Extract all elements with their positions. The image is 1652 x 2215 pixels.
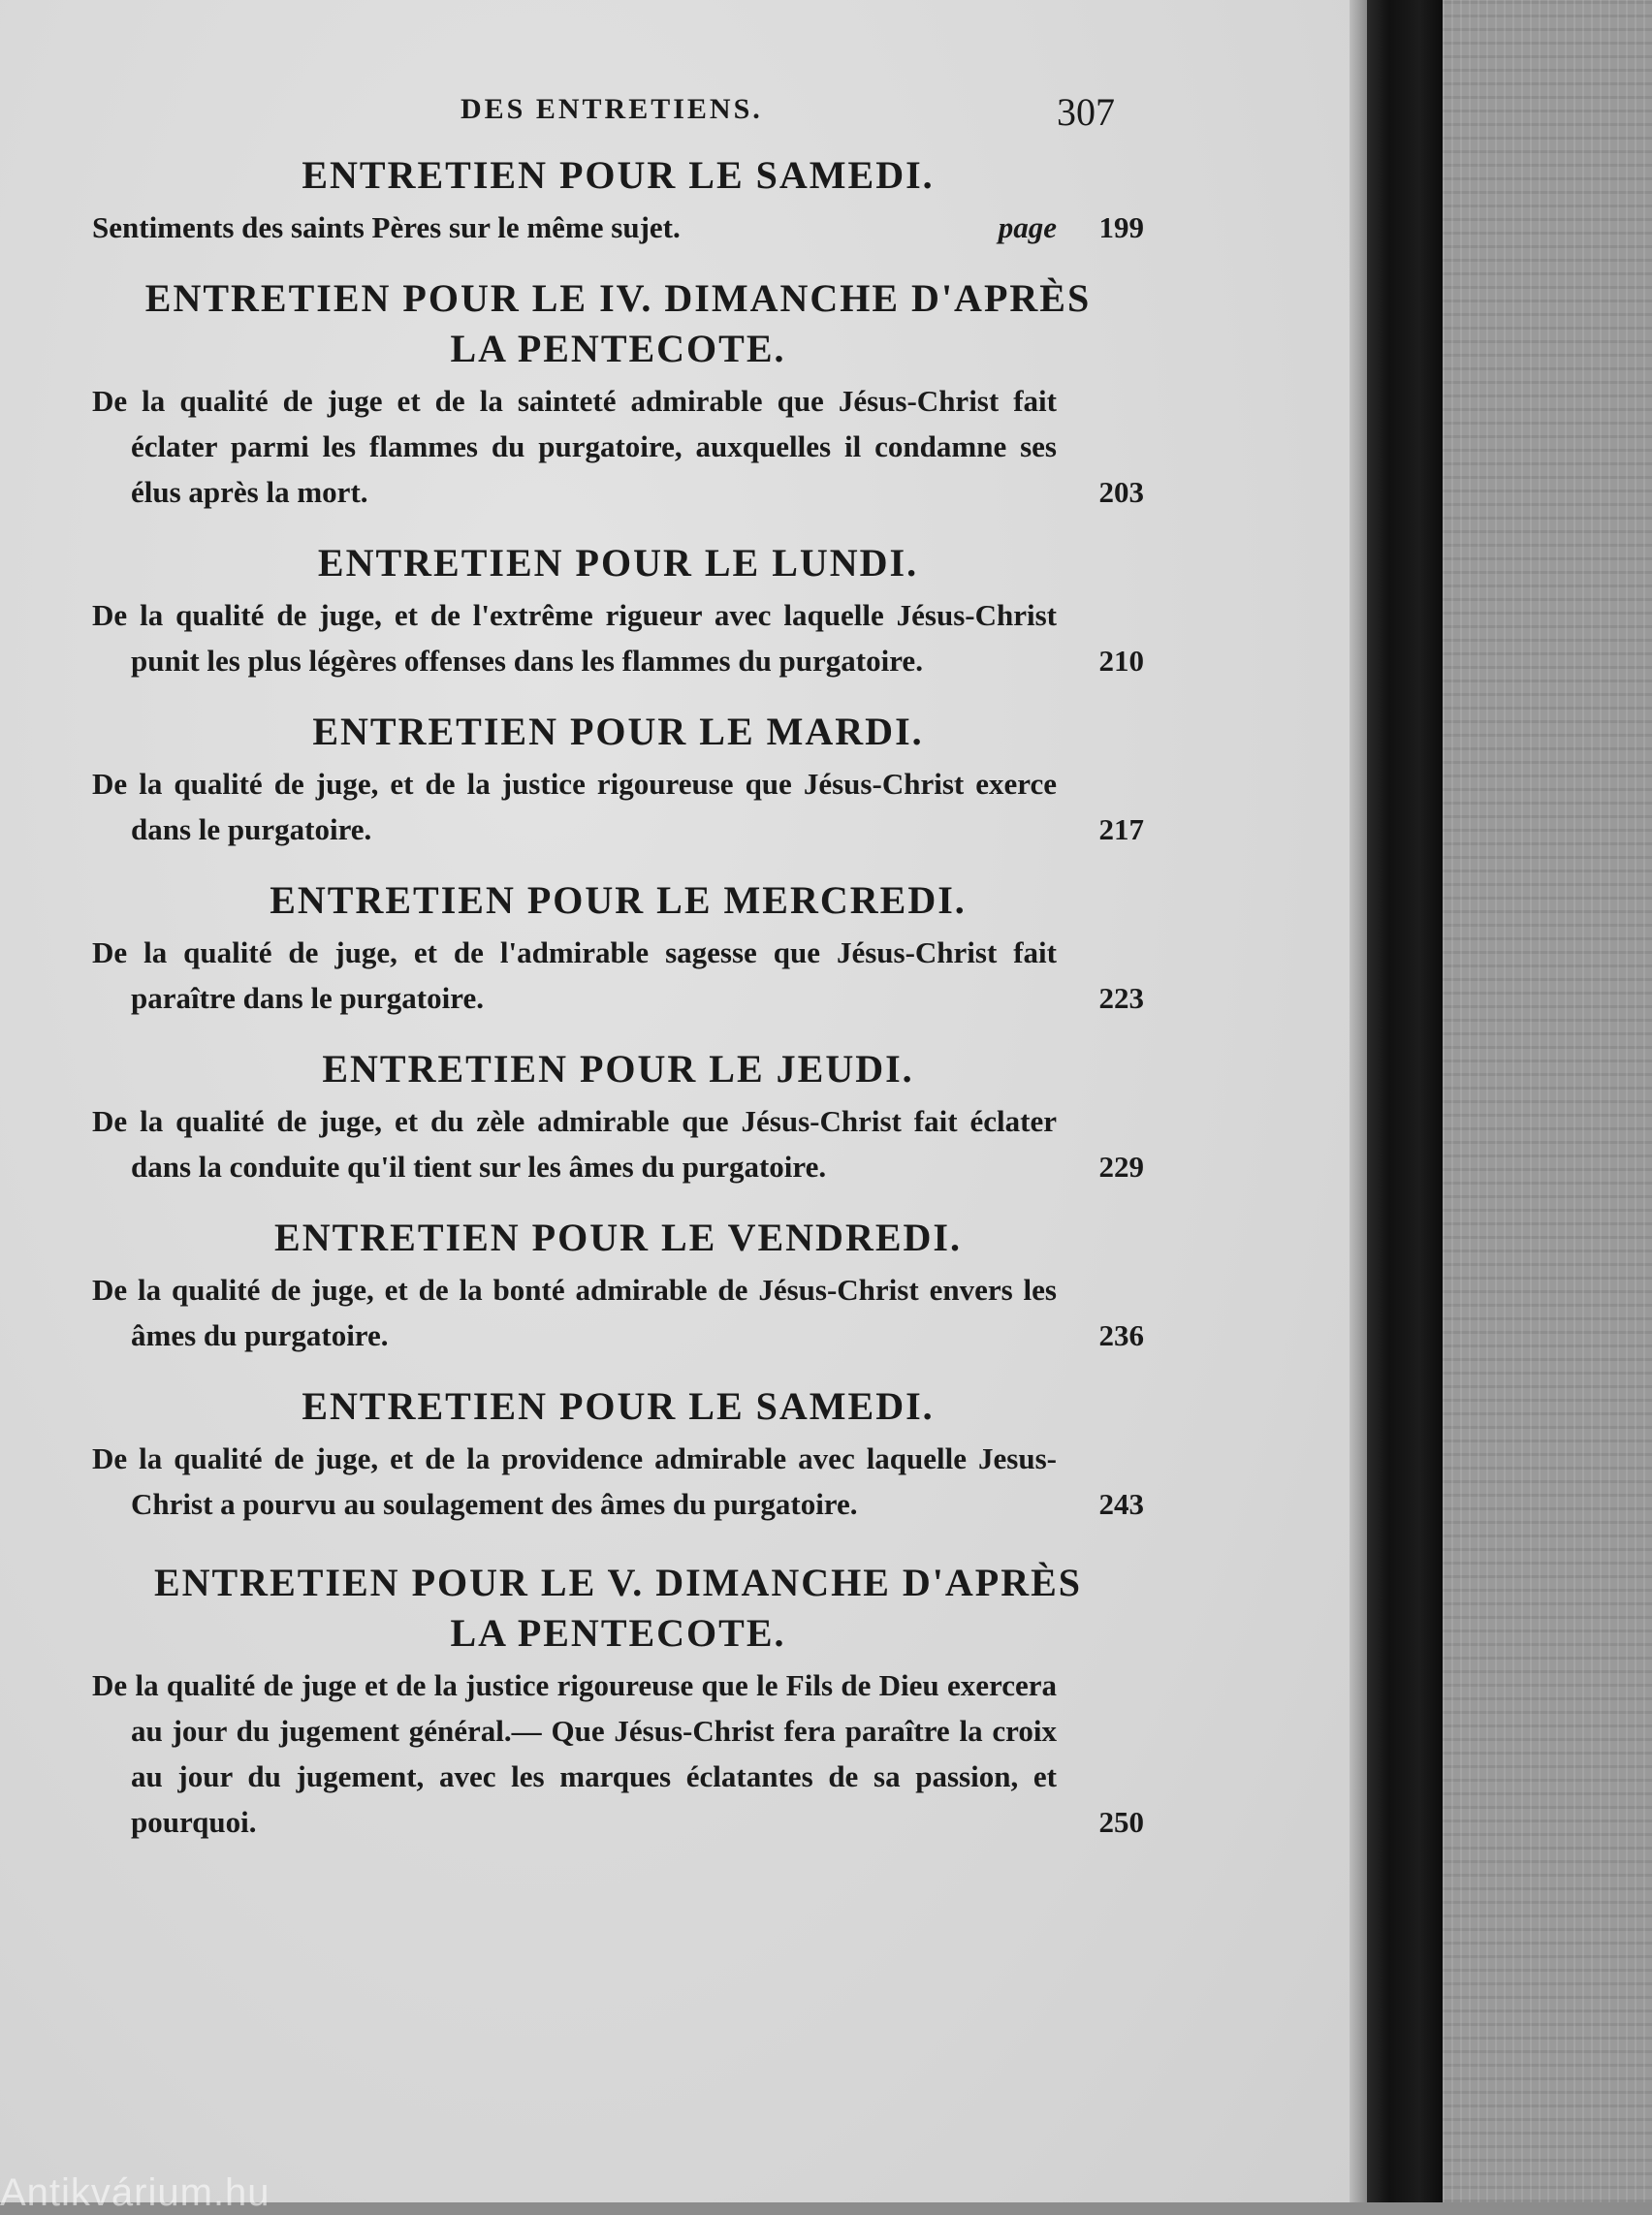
page-number: 307 (1057, 90, 1115, 134)
entry-text: De la qualité de juge, et de la providence admirable avec laquelle Jesus-Christ a pourvu au soulagement des âmes du purgatoire. (92, 1441, 1057, 1521)
entry-page-number: 250 (1098, 1805, 1144, 1839)
entry-text: Sentiments des saints Pères sur le même sujet. (92, 210, 681, 244)
entry-text: De la qualité de juge et de la sainteté admirable que Jésus-Christ fait éclater parmi les flammes du purgatoire, auxquelles il condamne ses élus après la mort. (92, 384, 1057, 509)
section-heading: ENTRETIEN POUR LE SAMEDI. (302, 1384, 935, 1428)
toc-entry (92, 761, 1144, 852)
toc-entry (92, 592, 1144, 683)
entry-page-number: 229 (1098, 1150, 1144, 1184)
entry-page-number: 217 (1098, 812, 1144, 846)
entry-text: De la qualité de juge, et de la justice rigoureuse que Jésus-Christ exerce dans le purgatoire. (92, 767, 1057, 846)
running-head-title: DES ENTRETIENS. (461, 93, 763, 125)
section-heading: ENTRETIEN POUR LE VENDREDI. (274, 1216, 962, 1259)
entry-page-number: 243 (1098, 1487, 1144, 1521)
entry-text: De la qualité de juge, et de la bonté admirable de Jésus-Christ envers les âmes du purgatoire. (92, 1273, 1057, 1352)
section-heading: ENTRETIEN POUR LE IV. DIMANCHE D'APRÈS LA PENTECOTE. (144, 276, 1092, 370)
book-spine (1367, 0, 1443, 2202)
entry-text: De la qualité de juge, et de l'extrême rigueur avec laquelle Jésus-Christ punit les plus légères offenses dans les flammes du purgatoire. (92, 598, 1057, 678)
entry-text: De la qualité de juge, et de l'admirable sagesse que Jésus-Christ fait paraître dans le purgatoire. (92, 935, 1057, 1015)
entry-page-number: 223 (1098, 981, 1144, 1015)
toc-entry (92, 1098, 1144, 1189)
toc-entry (92, 1436, 1144, 1527)
toc-entry (92, 205, 1144, 250)
section-heading: ENTRETIEN POUR LE SAMEDI. (302, 153, 935, 197)
entry-text: De la qualité de juge et de la justice rigoureuse que le Fils de Dieu exercera au jour du jugement général.— Que Jésus-Christ fera paraître la croix au jour du jugement, avec les marques éclatantes de sa passion, et pourquoi. (92, 1668, 1057, 1839)
entry-text: De la qualité de juge, et du zèle admirable que Jésus-Christ fait éclater dans la conduite qu'il tient sur les âmes du purgatoire. (92, 1104, 1057, 1184)
toc-entry (92, 1267, 1144, 1358)
entry-page-number: 210 (1098, 644, 1144, 678)
page-gutter (1350, 0, 1367, 2202)
entry-page-number: 203 (1098, 475, 1144, 509)
section-heading: ENTRETIEN POUR LE V. DIMANCHE D'APRÈS LA PENTECOTE. (153, 1561, 1083, 1655)
watermark: Antikvárium.hu (0, 2171, 270, 2214)
toc-entry (92, 1662, 1144, 1845)
running-head (0, 89, 1350, 138)
background-fabric (1443, 0, 1652, 2202)
toc-entry (92, 378, 1144, 515)
entry-page-number: 236 (1098, 1318, 1144, 1352)
page-label: page (998, 210, 1057, 244)
toc-entry (92, 930, 1144, 1021)
section-heading: ENTRETIEN POUR LE MERCREDI. (270, 878, 967, 922)
section-heading: ENTRETIEN POUR LE MARDI. (312, 710, 924, 753)
section-heading: ENTRETIEN POUR LE JEUDI. (322, 1047, 914, 1091)
section-heading: ENTRETIEN POUR LE LUNDI. (317, 541, 919, 585)
entry-page-number: 199 (1098, 210, 1144, 244)
table-of-contents (92, 150, 1144, 1854)
